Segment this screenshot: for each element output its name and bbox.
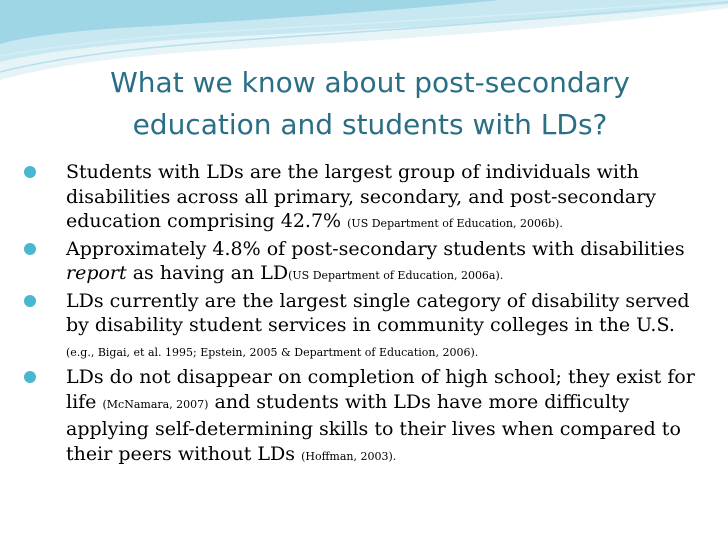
bullet-item — [24, 289, 714, 366]
bullet-item — [24, 237, 714, 289]
citation: (US Department of Education, 2006b). — [347, 217, 563, 230]
bullet-item — [24, 160, 714, 237]
bullet-text: as having an LD — [132, 262, 289, 284]
bullet-icon — [24, 371, 36, 383]
citation: (US Department of Education, 2006a). — [288, 269, 504, 282]
title-line-2: education and students with LDs? — [132, 108, 608, 141]
title-line-1: What we know about post-secondary — [110, 66, 630, 99]
bullet-item — [24, 365, 714, 469]
bullet-list — [24, 160, 714, 469]
bullet-text: Students with LDs are the largest group of individuals with disabilities across all primary, secondary, and post-secondary education comprising 42.7% — [66, 161, 657, 232]
bullet-text: LDs currently are the largest single category of disability served by disability student services in community colleges in the U.S. — [66, 289, 690, 336]
bullet-icon — [24, 243, 36, 255]
bullet-icon — [24, 295, 36, 307]
citation: (McNamara, 2007) — [102, 397, 209, 411]
citation: (Hoffman, 2003). — [301, 449, 397, 463]
slide-title — [40, 62, 700, 146]
bullet-text: Approximately 4.8% of post-secondary students with disabilities — [66, 237, 685, 260]
citation: (e.g., Bigai, et al. 1995; Epstein, 2005 & Department of Education, 2006). — [66, 345, 479, 359]
bullet-text: LDs do not disappear on completion of high school; they exist for life — [66, 366, 695, 413]
bullet-icon — [24, 166, 36, 178]
bullet-emphasis: report — [66, 262, 127, 284]
bullet-text: and students with LDs have more difficulty applying self-determining skills to their lives when compared to their peers without LDs — [66, 390, 681, 465]
